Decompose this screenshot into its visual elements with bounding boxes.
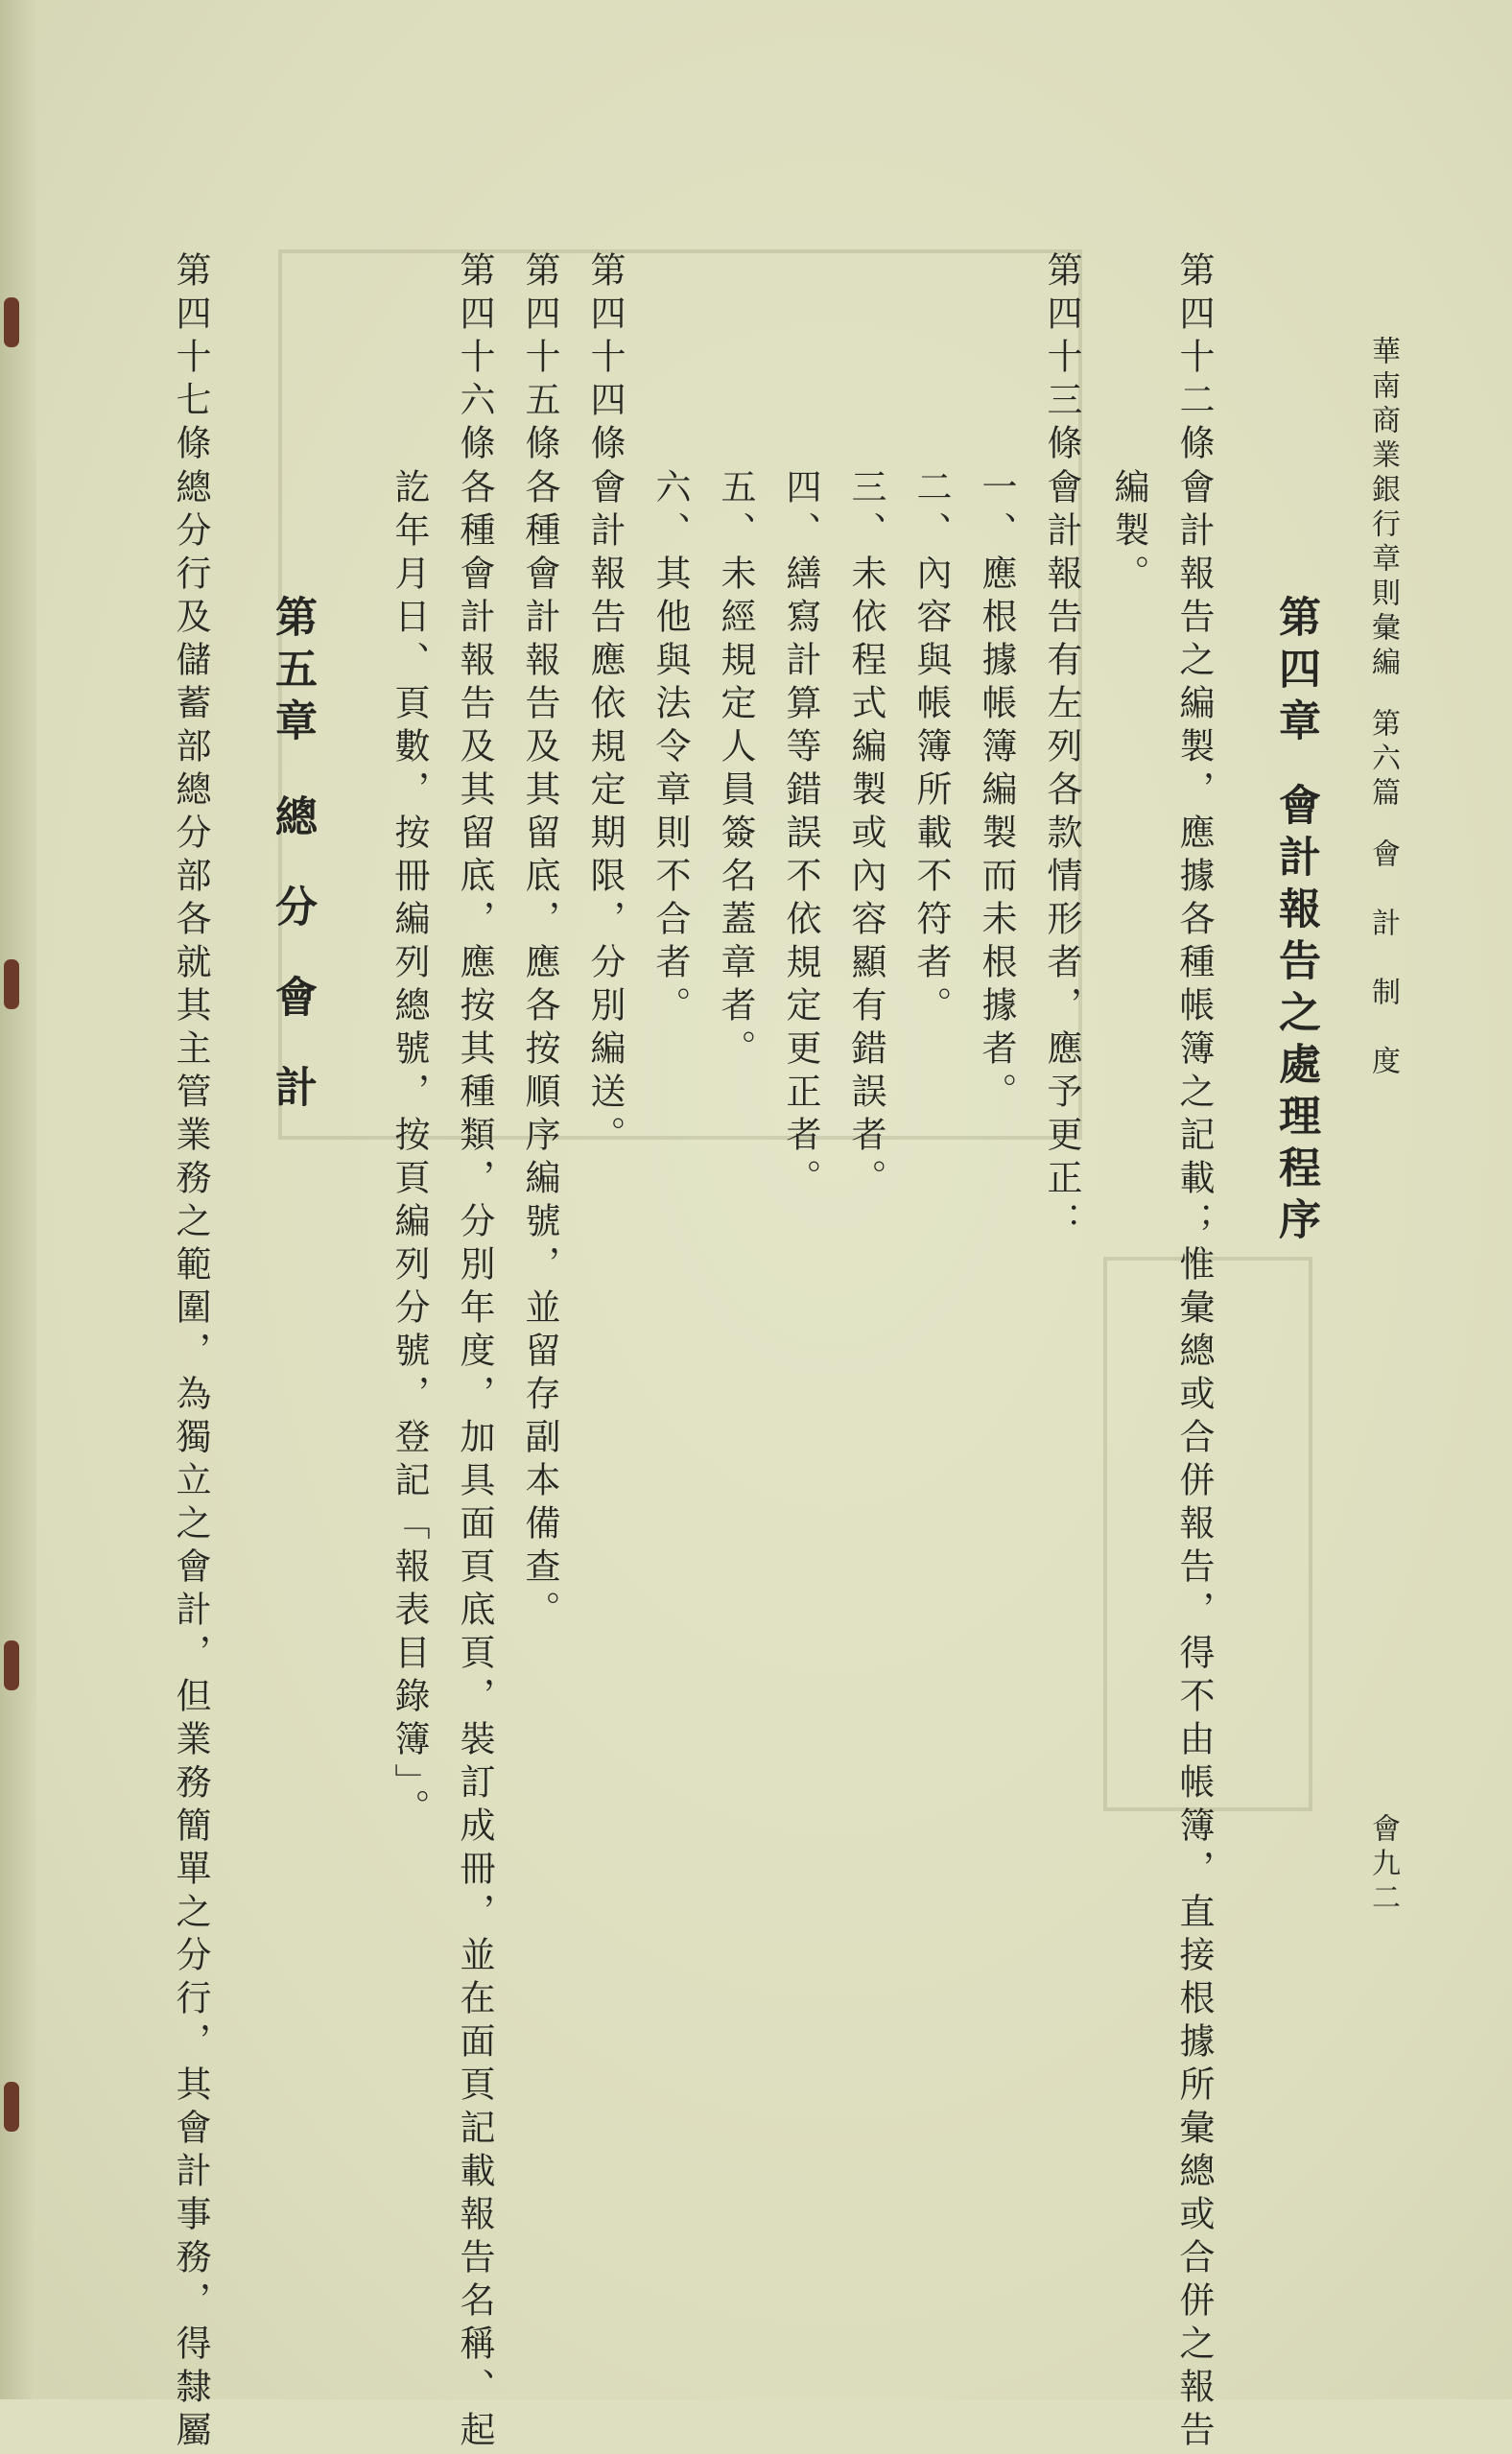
article-44-text: 會計報告應依規定期限，分別編送。 — [584, 468, 626, 1159]
article-45-number: 第四十五條 — [519, 251, 560, 467]
chapter5-heading — [268, 595, 317, 1155]
chapter4-heading — [1271, 595, 1320, 1249]
article-45-text: 各種會計報告及其留底，應各按順序編號，並留存副本備查。 — [519, 468, 560, 1634]
article-47-text: 總分行及儲蓄部總分部各就其主管業務之範圍，為獨立之會計，但業務簡單之分行，其會計事務，得隸屬 — [170, 468, 211, 2454]
chapter4-title: 會計報告之處理程序 — [1271, 783, 1320, 1249]
book-spine — [0, 0, 36, 2399]
article-43-number: 第四十三條 — [1041, 251, 1082, 467]
article-43-item-2: 二、內容與帳簿所載不符者。 — [910, 468, 952, 1029]
article-42-number: 第四十二條 — [1173, 251, 1215, 467]
article-42-continuation: 編製。 — [1108, 468, 1149, 598]
article-43-text: 會計報告有左列各款情形者，應予更正： — [1041, 468, 1082, 1245]
article-43-item-1: 一、應根據帳簿編製而未根據者。 — [976, 468, 1017, 1116]
binding-stitch — [4, 1640, 19, 1690]
chapter4-label: 第四章 — [1271, 595, 1320, 750]
chapter5-label: 第五章 — [268, 595, 317, 750]
article-43-item-3: 三、未依程式編製或內容顯有錯誤者。 — [845, 468, 886, 1202]
book-title: 華南商業銀行章則彙編 — [1366, 336, 1400, 681]
article-43-item-4: 四、繕寫計算等錯誤不依規定更正者。 — [780, 468, 821, 1202]
binding-stitch — [4, 2082, 19, 2132]
article-46-text: 各種會計報告及其留底，應按其種類，分別年度，加具面頁底頁，裝訂成冊，並在面頁記載報告名稱、起 — [454, 468, 495, 2454]
article-43-item-5: 五、未經規定人員簽名蓋章者。 — [715, 468, 756, 1073]
article-44-number: 第四十四條 — [584, 251, 626, 467]
binding-stitch — [4, 959, 19, 1009]
article-47-number: 第四十七條 — [170, 251, 211, 467]
part-title: 會 計 制 度 — [1366, 838, 1400, 1080]
article-43-item-6: 六、其他與法令章則不合者。 — [650, 468, 691, 1029]
article-46-continuation: 訖年月日、頁數，按冊編列總號，按頁編列分號，登記「報表目錄簿」。 — [389, 468, 430, 1832]
page-number: 會九二 — [1366, 1813, 1400, 1917]
article-42-text: 會計報告之編製，應據各種帳簿之記載；惟彙總或合併報告，得不由帳簿，直接根據所彙總或合併之報告 — [1173, 468, 1215, 2454]
chapter5-title: 總分會計 — [268, 794, 317, 1155]
binding-stitch — [4, 297, 19, 347]
article-46-number: 第四十六條 — [454, 251, 495, 467]
part-label: 第六篇 — [1366, 708, 1400, 812]
running-header — [1366, 336, 1400, 1080]
